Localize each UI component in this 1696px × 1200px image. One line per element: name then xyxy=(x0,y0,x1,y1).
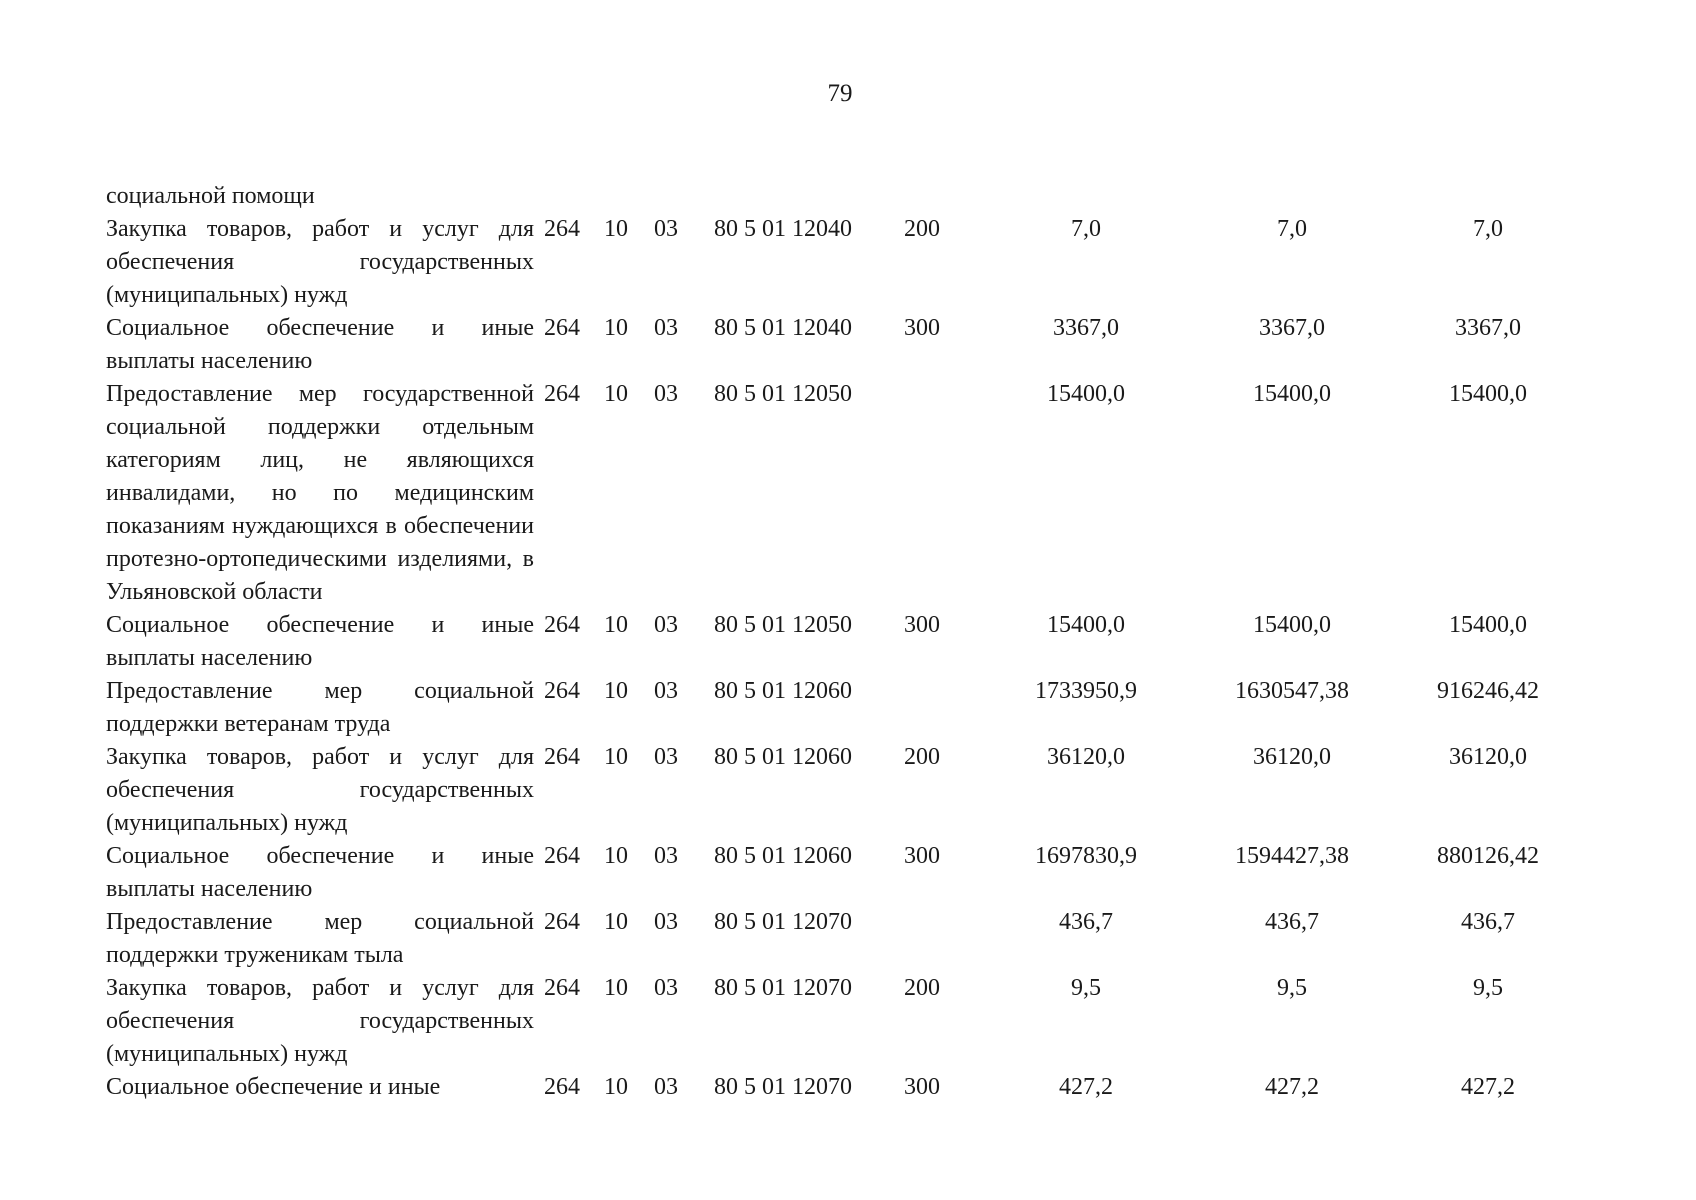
amount-year-1: 436,7 xyxy=(1059,909,1113,935)
subsection-code: 03 xyxy=(654,843,678,869)
amount-year-2: 36120,0 xyxy=(1253,744,1331,770)
ved-code: 264 xyxy=(544,1074,580,1100)
subsection-code: 03 xyxy=(654,1074,678,1100)
expense-type-code xyxy=(904,378,986,609)
amount-year-3: 427,2 xyxy=(1461,1074,1515,1100)
amount-year-3: 7,0 xyxy=(1473,216,1503,242)
target-article-code: 80 5 01 12050 xyxy=(714,381,852,407)
amount-year-1: 3367,0 xyxy=(1053,315,1119,341)
amount-year-3: 880126,42 xyxy=(1437,843,1539,869)
row-name: Социальное обеспечение и иные выплаты населению xyxy=(106,612,534,671)
section-code: 10 xyxy=(604,678,628,704)
target-article-code: 80 5 01 12070 xyxy=(714,1074,852,1100)
table-row xyxy=(106,972,1578,1071)
section-code: 10 xyxy=(604,909,628,935)
row-name: Закупка товаров, работ и услуг для обеспечения государственных (муниципальных) нужд xyxy=(106,216,534,308)
ved-code: 264 xyxy=(544,678,580,704)
target-article-code: 80 5 01 12070 xyxy=(714,975,852,1001)
amount-year-2: 9,5 xyxy=(1277,975,1307,1001)
expense-type-code xyxy=(904,906,986,972)
row-name: Социальное обеспечение и иные xyxy=(106,1074,441,1100)
section-code: 10 xyxy=(604,381,628,407)
expense-type-code: 200 xyxy=(904,744,940,770)
subsection-code: 03 xyxy=(654,315,678,341)
row-name: Социальное обеспечение и иные выплаты населению xyxy=(106,315,534,374)
amount-year-2: 7,0 xyxy=(1277,216,1307,242)
row-name: Предоставление мер социальной поддержки ветеранам труда xyxy=(106,678,534,737)
expense-type-code: 200 xyxy=(904,216,940,242)
table-row xyxy=(106,741,1578,840)
amount-year-1: 9,5 xyxy=(1071,975,1101,1001)
amount-year-1: 7,0 xyxy=(1071,216,1101,242)
section-code: 10 xyxy=(604,1074,628,1100)
amount-year-1: 15400,0 xyxy=(1047,381,1125,407)
amount-year-1: 1697830,9 xyxy=(1035,843,1137,869)
ved-code: 264 xyxy=(544,315,580,341)
ved-code: 264 xyxy=(544,216,580,242)
page-number: 79 xyxy=(827,80,853,107)
target-article-code: 80 5 01 12060 xyxy=(714,678,852,704)
section-code: 10 xyxy=(604,843,628,869)
target-article-code: 80 5 01 12040 xyxy=(714,315,852,341)
subsection-code: 03 xyxy=(654,744,678,770)
continuation-row xyxy=(106,180,1578,213)
amount-year-1: 36120,0 xyxy=(1047,744,1125,770)
row-name: Предоставление мер государственной социальной поддержки отдельным категориям лиц, не являющихся инвалидами, но по медицинским показаниям нуждающихся в обеспечении протезно-ортопедическими изделиями, в Ульяновской области xyxy=(106,381,534,605)
amount-year-2: 3367,0 xyxy=(1259,315,1325,341)
expense-type-code: 200 xyxy=(904,975,940,1001)
ved-code: 264 xyxy=(544,843,580,869)
target-article-code: 80 5 01 12060 xyxy=(714,843,852,869)
table-row xyxy=(106,213,1578,312)
expense-type-code: 300 xyxy=(904,612,940,638)
ved-code: 264 xyxy=(544,744,580,770)
table-row xyxy=(106,609,1578,675)
amount-year-2: 15400,0 xyxy=(1253,612,1331,638)
amount-year-1: 427,2 xyxy=(1059,1074,1113,1100)
amount-year-3: 916246,42 xyxy=(1437,678,1539,704)
table-row xyxy=(106,840,1578,906)
row-name: Предоставление мер социальной поддержки труженикам тыла xyxy=(106,909,534,968)
amount-year-3: 36120,0 xyxy=(1449,744,1527,770)
ved-code: 264 xyxy=(544,909,580,935)
amount-year-3: 9,5 xyxy=(1473,975,1503,1001)
row-name: Социальное обеспечение и иные выплаты населению xyxy=(106,843,534,902)
amount-year-3: 15400,0 xyxy=(1449,381,1527,407)
expense-type-code: 300 xyxy=(904,1074,940,1100)
section-code: 10 xyxy=(604,612,628,638)
table-row xyxy=(106,1071,1578,1104)
amount-year-2: 15400,0 xyxy=(1253,381,1331,407)
target-article-code: 80 5 01 12040 xyxy=(714,216,852,242)
expense-type-code: 300 xyxy=(904,843,940,869)
ved-code: 264 xyxy=(544,612,580,638)
row-name: Закупка товаров, работ и услуг для обеспечения государственных (муниципальных) нужд xyxy=(106,744,534,836)
subsection-code: 03 xyxy=(654,909,678,935)
amount-year-3: 3367,0 xyxy=(1455,315,1521,341)
section-code: 10 xyxy=(604,975,628,1001)
amount-year-2: 1630547,38 xyxy=(1235,678,1349,704)
subsection-code: 03 xyxy=(654,975,678,1001)
row-name: социальной помощи xyxy=(106,183,315,209)
amount-year-2: 436,7 xyxy=(1265,909,1319,935)
subsection-code: 03 xyxy=(654,678,678,704)
target-article-code: 80 5 01 12060 xyxy=(714,744,852,770)
section-code: 10 xyxy=(604,315,628,341)
table-row xyxy=(106,675,1578,741)
section-code: 10 xyxy=(604,744,628,770)
budget-table xyxy=(106,180,1578,1104)
amount-year-3: 15400,0 xyxy=(1449,612,1527,638)
ved-code: 264 xyxy=(544,381,580,407)
ved-code: 264 xyxy=(544,975,580,1001)
amount-year-2: 427,2 xyxy=(1265,1074,1319,1100)
amount-year-2: 1594427,38 xyxy=(1235,843,1349,869)
target-article-code: 80 5 01 12050 xyxy=(714,612,852,638)
subsection-code: 03 xyxy=(654,381,678,407)
amount-year-1: 15400,0 xyxy=(1047,612,1125,638)
table-row xyxy=(106,906,1578,972)
amount-year-3: 436,7 xyxy=(1461,909,1515,935)
section-code: 10 xyxy=(604,216,628,242)
table-row xyxy=(106,312,1578,378)
row-name: Закупка товаров, работ и услуг для обеспечения государственных (муниципальных) нужд xyxy=(106,975,534,1067)
amount-year-1: 1733950,9 xyxy=(1035,678,1137,704)
expense-type-code xyxy=(904,675,986,741)
subsection-code: 03 xyxy=(654,612,678,638)
table-row xyxy=(106,378,1578,609)
subsection-code: 03 xyxy=(654,216,678,242)
target-article-code: 80 5 01 12070 xyxy=(714,909,852,935)
expense-type-code: 300 xyxy=(904,315,940,341)
